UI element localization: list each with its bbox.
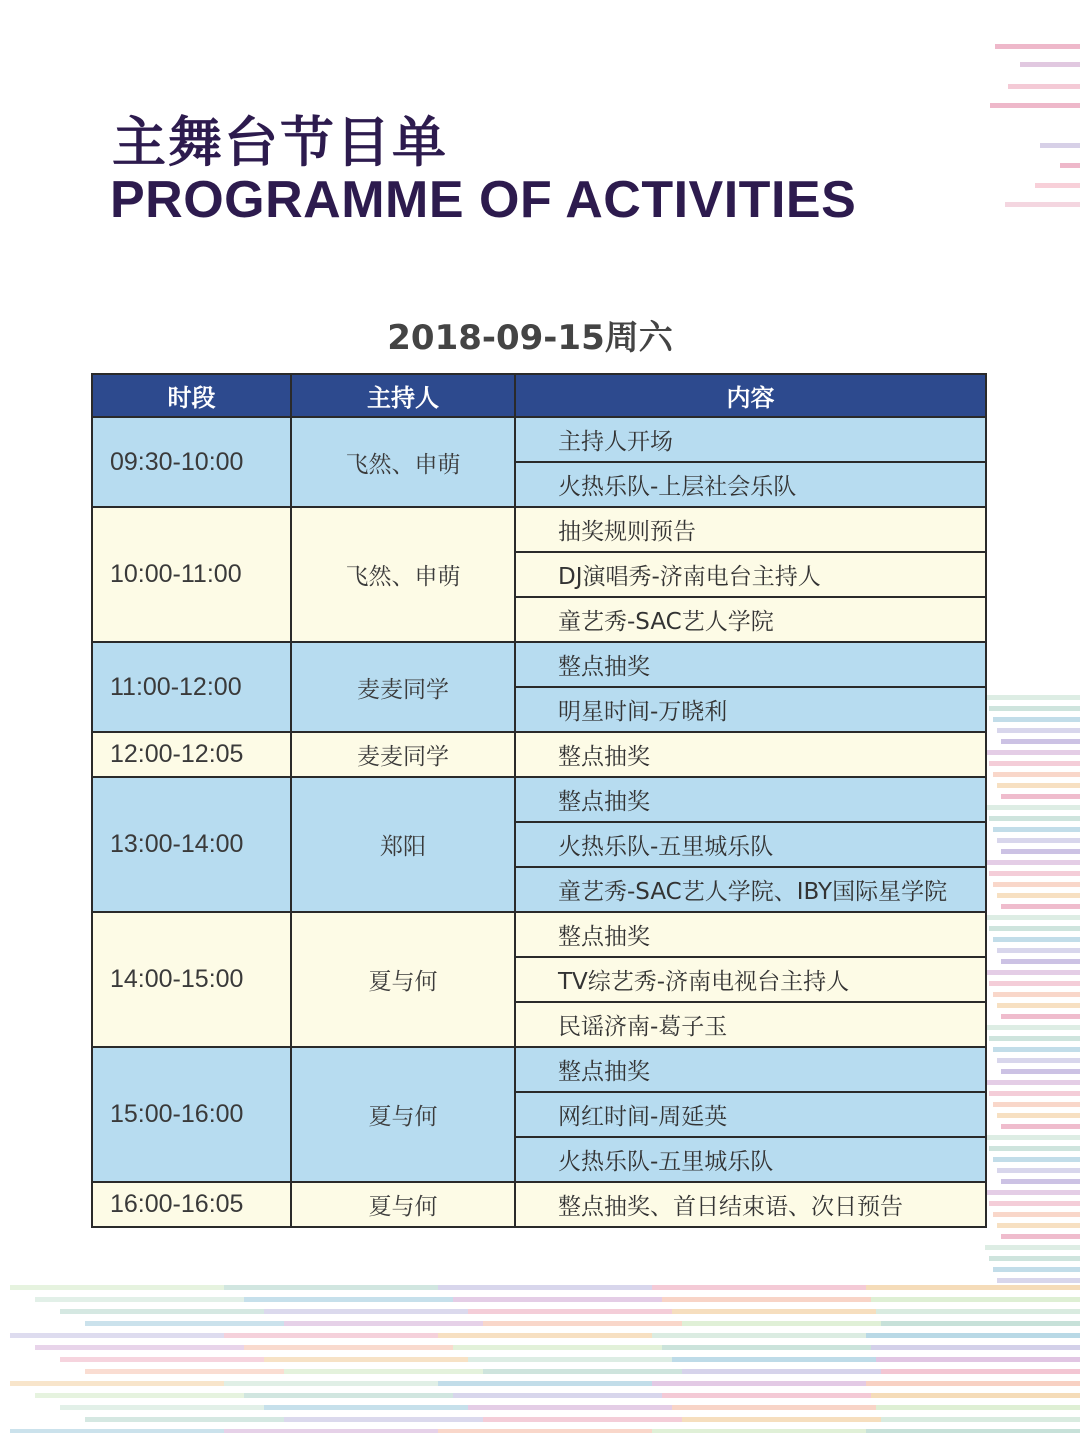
time-slot: 13:00-14:00	[92, 777, 291, 912]
time-slot: 09:30-10:00	[92, 417, 291, 507]
programme-item: 整点抽奖	[515, 732, 986, 777]
programme-item: 整点抽奖	[515, 912, 986, 957]
header-content: 内容	[515, 374, 986, 417]
time-slot: 10:00-11:00	[92, 507, 291, 642]
programme-item: TV综艺秀-济南电视台主持人	[515, 957, 986, 1002]
programme-item: 整点抽奖	[515, 1047, 986, 1092]
programme-item: 民谣济南-葛子玉	[515, 1002, 986, 1047]
host-name: 夏与何	[291, 1182, 515, 1227]
time-slot: 11:00-12:00	[92, 642, 291, 732]
programme-item: 整点抽奖	[515, 777, 986, 822]
time-slot: 12:00-12:05	[92, 732, 291, 777]
table-row	[92, 417, 986, 462]
programme-table	[91, 373, 987, 1228]
table-row	[92, 507, 986, 552]
host-name: 飞然、申萌	[291, 417, 515, 507]
host-name: 夏与何	[291, 1047, 515, 1182]
table-row	[92, 777, 986, 822]
host-name: 郑阳	[291, 777, 515, 912]
table-row	[92, 642, 986, 687]
host-name: 麦麦同学	[291, 732, 515, 777]
programme-item: 童艺秀-SAC艺人学院	[515, 597, 986, 642]
programme-item: 整点抽奖	[515, 642, 986, 687]
page-subtitle: PROGRAMME OF ACTIVITIES	[110, 171, 857, 229]
programme-item: 整点抽奖、首日结束语、次日预告	[515, 1182, 986, 1227]
table-row	[92, 912, 986, 957]
programme-item: 童艺秀-SAC艺人学院、IBY国际星学院	[515, 867, 986, 912]
table-row	[92, 732, 986, 777]
page-title: 主舞台节目单	[112, 111, 448, 174]
programme-item: 火热乐队-五里城乐队	[515, 1137, 986, 1182]
host-name: 飞然、申萌	[291, 507, 515, 642]
time-slot: 15:00-16:00	[92, 1047, 291, 1182]
header-host: 主持人	[291, 374, 515, 417]
programme-item: 火热乐队-上层社会乐队	[515, 462, 986, 507]
table-header-row	[92, 374, 986, 417]
time-slot: 14:00-15:00	[92, 912, 291, 1047]
table-row	[92, 1047, 986, 1092]
programme-item: 明星时间-万晓利	[515, 687, 986, 732]
schedule-date: 2018-09-15周六	[387, 318, 673, 358]
programme-item: 主持人开场	[515, 417, 986, 462]
programme-item: 火热乐队-五里城乐队	[515, 822, 986, 867]
programme-item: 网红时间-周延英	[515, 1092, 986, 1137]
time-slot: 16:00-16:05	[92, 1182, 291, 1227]
table-row	[92, 1182, 986, 1227]
programme-item: DJ演唱秀-济南电台主持人	[515, 552, 986, 597]
header-time: 时段	[92, 374, 291, 417]
host-name: 夏与何	[291, 912, 515, 1047]
programme-item: 抽奖规则预告	[515, 507, 986, 552]
host-name: 麦麦同学	[291, 642, 515, 732]
